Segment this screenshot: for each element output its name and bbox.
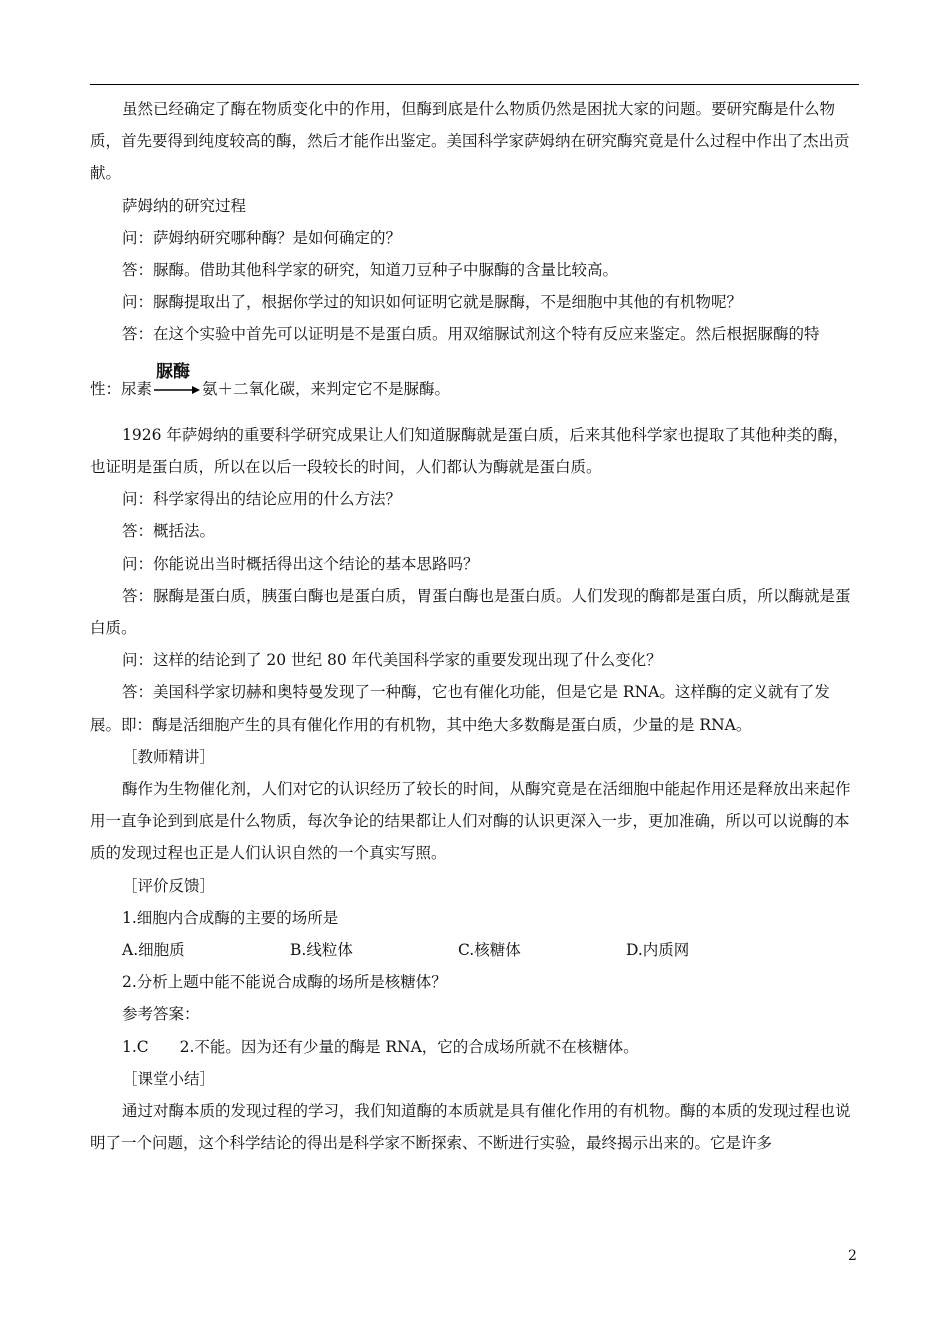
option-b: B.线粒体: [290, 941, 353, 960]
quiz-question: 1.细胞内合成酶的主要的场所是: [122, 908, 339, 927]
question: 问：这样的结论到了 20 世纪 80 年代美国科学家的重要发现出现了什么变化？: [122, 651, 662, 670]
equation-reactant: 性：尿素: [90, 379, 153, 398]
answer: 答：脲酶。借助其他科学家的研究，知道刀豆种子中脲酶的含量比较高。: [122, 261, 619, 280]
section-heading: ［课堂小结］: [122, 1069, 216, 1088]
section-heading: ［教师精讲］: [122, 747, 216, 766]
option-d: D.内质网: [626, 941, 690, 960]
answer: 答：美国科学家切赫和奥特曼发现了一种酶，它也有催化功能，但是它是 RNA。这样酶的定义就有了发展。即：酶是活细胞产生的具有催化作用的有机物，其中绝大多数酶是蛋白质，少量的是 RNA。: [90, 683, 830, 734]
question: 问：萨姆纳研究哪种酶？是如何确定的？: [122, 228, 402, 247]
section-heading: ［评价反馈］: [122, 876, 216, 895]
paragraph: 虽然已经确定了酶在物质变化中的作用，但酶到底是什么物质仍然是困扰大家的问题。要研究酶是什么物质，首先要得到纯度较高的酶，然后才能作出鉴定。美国科学家萨姆纳在研究酶究竟是什么过程中作出了杰出贡献。: [90, 100, 850, 183]
equation-products: 氨＋二氧化碳，来判定它不是脲酶。: [202, 379, 451, 398]
document-body: [90, 93, 859, 1160]
reaction-equation: [90, 361, 859, 405]
header-rule: [90, 84, 859, 85]
answer: 答：在这个实验中首先可以证明是不是蛋白质。用双缩脲试剂这个特有反应来鉴定。然后根据脲酶的特: [122, 325, 820, 344]
answer: 答：概括法。: [122, 522, 216, 541]
quiz-options: [90, 934, 859, 966]
question: 问：脲酶提取出了，根据你学过的知识如何证明它就是脲酶，不是细胞中其他的有机物呢？: [122, 293, 743, 312]
paragraph: 1926 年萨姆纳的重要科学研究成果让人们知道脲酶就是蛋白质，后来其他科学家也提取了其他种类的酶，也证明是蛋白质，所以在以后一段较长的时间，人们都认为酶就是蛋白质。: [90, 425, 849, 477]
quiz-question: 2.分析上题中能不能说合成酶的场所是核糖体？: [122, 973, 447, 992]
answer-key-label: 参考答案：: [122, 1005, 200, 1024]
question: 问：科学家得出的结论应用的什么方法？: [122, 490, 402, 509]
option-c: C.核糖体: [458, 941, 521, 960]
answer-key: 1.C 2.不能。因为还有少量的酶是 RNA，它的合成场所就不在核糖体。: [122, 1037, 639, 1056]
reaction-arrow-icon: [154, 361, 200, 400]
paragraph: 通过对酶本质的发现过程的学习，我们知道酶的本质就是具有催化作用的有机物。酶的本质的发现过程也说明了一个问题，这个科学结论的得出是科学家不断探索、不断进行实验，最终揭示出来的。它是许多: [90, 1102, 851, 1153]
question: 问：你能说出当时概括得出这个结论的基本思路吗？: [122, 554, 479, 573]
section-label: 萨姆纳的研究过程: [122, 196, 247, 215]
answer: 答：脲酶是蛋白质，胰蛋白酶也是蛋白质，胃蛋白酶也是蛋白质。人们发现的酶都是蛋白质，所以酶就是蛋白质。: [90, 586, 851, 638]
option-a: A.细胞质: [122, 941, 185, 960]
paragraph: 酶作为生物催化剂，人们对它的认识经历了较长的时间，从酶究竟是在活细胞中能起作用还是释放出来起作用一直争论到到底是什么物质，每次争论的结果都让人们对酶的认识更深入一步，更加准确，所以可以说酶的本质的发现过程也正是人们认识自然的一个真实写照。: [90, 780, 851, 863]
arrow-catalyst-label: 脲酶: [156, 361, 191, 382]
page-number: 2: [848, 1248, 857, 1264]
